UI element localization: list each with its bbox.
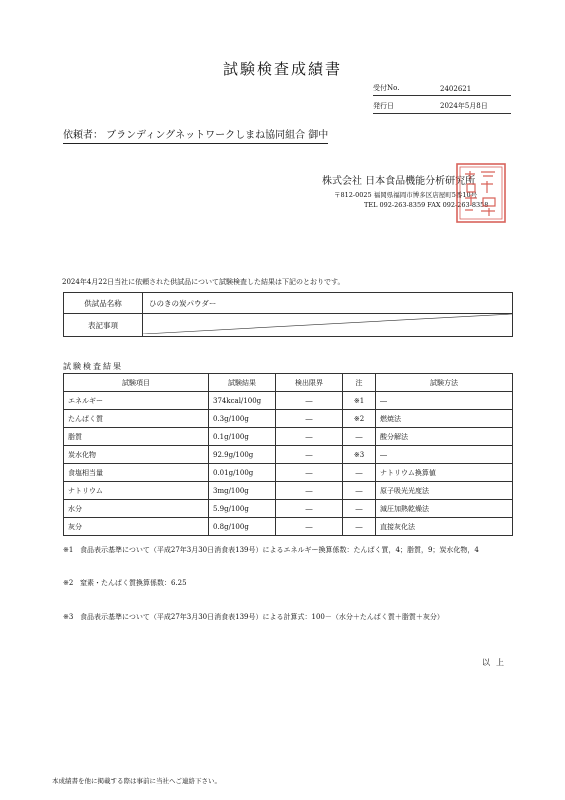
issue-date-row xyxy=(373,99,511,114)
note-1-text: 食品表示基準について（平成27年3月30日消食表139号）によるエネルギー換算係数：たんぱく質，4；脂質，9；炭水化物，4 xyxy=(80,546,479,554)
cell-item: 炭水化物 xyxy=(64,446,209,464)
receipt-number-row xyxy=(373,81,511,96)
cell-result: 5.9g/100g xyxy=(209,500,276,518)
table-row xyxy=(64,500,513,518)
results-header-row xyxy=(64,374,513,392)
cell-note: ※3 xyxy=(343,446,376,464)
blank-diagonal-line xyxy=(143,314,512,334)
results-heading: 試験検査結果 xyxy=(63,362,123,371)
cell-method: 原子吸光光度法 xyxy=(376,482,513,500)
cell-result: 0.8g/100g xyxy=(209,518,276,536)
cell-result: 0.01g/100g xyxy=(209,464,276,482)
col-header-detection-limit: 検出限界 xyxy=(276,374,343,392)
cell-method: 燃焼法 xyxy=(376,410,513,428)
cell-method: 減圧加熱乾燥法 xyxy=(376,500,513,518)
footer-notice: 本成績書を他に掲載する際は事前に当社へご連絡下さい。 xyxy=(52,777,221,785)
sample-info-table xyxy=(63,292,513,337)
table-row xyxy=(64,482,513,500)
col-header-result: 試験結果 xyxy=(209,374,276,392)
cell-result: 3mg/100g xyxy=(209,482,276,500)
document-title: 試験検査成績書 xyxy=(222,60,342,78)
cell-detection-limit: ― xyxy=(276,392,343,410)
cell-result: 0.3g/100g xyxy=(209,410,276,428)
note-2-mark: ※2 xyxy=(63,579,74,587)
sample-name-label: 供試品名称 xyxy=(64,293,143,314)
issue-date-value: 2024年5月8日 xyxy=(440,102,488,110)
table-row xyxy=(64,428,513,446)
cell-detection-limit: ― xyxy=(276,464,343,482)
receipt-number-value: 2402621 xyxy=(440,85,472,93)
cell-item: 水分 xyxy=(64,500,209,518)
cell-note: ※2 xyxy=(343,410,376,428)
table-row xyxy=(64,464,513,482)
cell-note: ― xyxy=(343,500,376,518)
note-3 xyxy=(63,611,444,623)
cell-detection-limit: ― xyxy=(276,500,343,518)
company-seal-icon xyxy=(455,162,507,224)
results-table xyxy=(63,373,513,536)
table-row xyxy=(64,518,513,536)
cell-detection-limit: ― xyxy=(276,518,343,536)
cell-method: ナトリウム換算値 xyxy=(376,464,513,482)
cell-method: 直接灰化法 xyxy=(376,518,513,536)
labeling-label: 表記事項 xyxy=(64,314,143,337)
issuer-contact: TEL 092-263-8359 FAX 092-263-8358 xyxy=(364,201,489,209)
cell-detection-limit: ― xyxy=(276,446,343,464)
closing-mark: 以上 xyxy=(482,658,510,667)
note-3-mark: ※3 xyxy=(63,613,74,621)
issue-date-label: 発行日 xyxy=(373,102,394,110)
cell-note: ※1 xyxy=(343,392,376,410)
labeling-value xyxy=(143,314,513,337)
cell-note: ― xyxy=(343,482,376,500)
cell-note: ― xyxy=(343,518,376,536)
cell-item: 食塩相当量 xyxy=(64,464,209,482)
issuer-company: 株式会社 日本食品機能分析研究所 xyxy=(322,176,476,187)
cell-note: ― xyxy=(343,428,376,446)
col-header-item: 試験項目 xyxy=(64,374,209,392)
note-1 xyxy=(63,544,479,556)
cell-item: たんぱく質 xyxy=(64,410,209,428)
note-2 xyxy=(63,577,187,589)
cell-item: 脂質 xyxy=(64,428,209,446)
cell-method: 酸分解法 xyxy=(376,428,513,446)
col-header-method: 試験方法 xyxy=(376,374,513,392)
note-1-mark: ※1 xyxy=(63,546,74,554)
cell-detection-limit: ― xyxy=(276,410,343,428)
cell-item: エネルギー xyxy=(64,392,209,410)
cell-detection-limit: ― xyxy=(276,482,343,500)
cell-detection-limit: ― xyxy=(276,428,343,446)
cell-result: 374kcal/100g xyxy=(209,392,276,410)
issuer-address: 〒812-0025 福岡県福岡市博多区店屋町5番10号 xyxy=(334,191,478,199)
cell-item: 灰分 xyxy=(64,518,209,536)
cell-item: ナトリウム xyxy=(64,482,209,500)
cell-method: ― xyxy=(376,392,513,410)
table-row xyxy=(64,392,513,410)
cell-result: 0.1g/100g xyxy=(209,428,276,446)
col-header-note: 注 xyxy=(343,374,376,392)
sample-name-value: ひのきの炭パウダー xyxy=(143,293,513,314)
note-2-text: 窒素・たんぱく質換算係数：6.25 xyxy=(80,579,187,587)
intro-text: 2024年4月22日当社に依頼された供試品について試験検査した結果は下記のとおりです。 xyxy=(62,278,345,286)
note-3-text: 食品表示基準について（平成27年3月30日消食表139号）による計算式：100－（水分＋たんぱく質＋脂質＋灰分） xyxy=(80,613,444,621)
table-row xyxy=(64,410,513,428)
cell-note: ― xyxy=(343,464,376,482)
table-row xyxy=(64,446,513,464)
receipt-number-label: 受付No. xyxy=(373,84,400,92)
addressee: 依頼者： ブランディングネットワークしまね協同組合 御中 xyxy=(63,126,328,144)
cell-method: ― xyxy=(376,446,513,464)
cell-result: 92.9g/100g xyxy=(209,446,276,464)
